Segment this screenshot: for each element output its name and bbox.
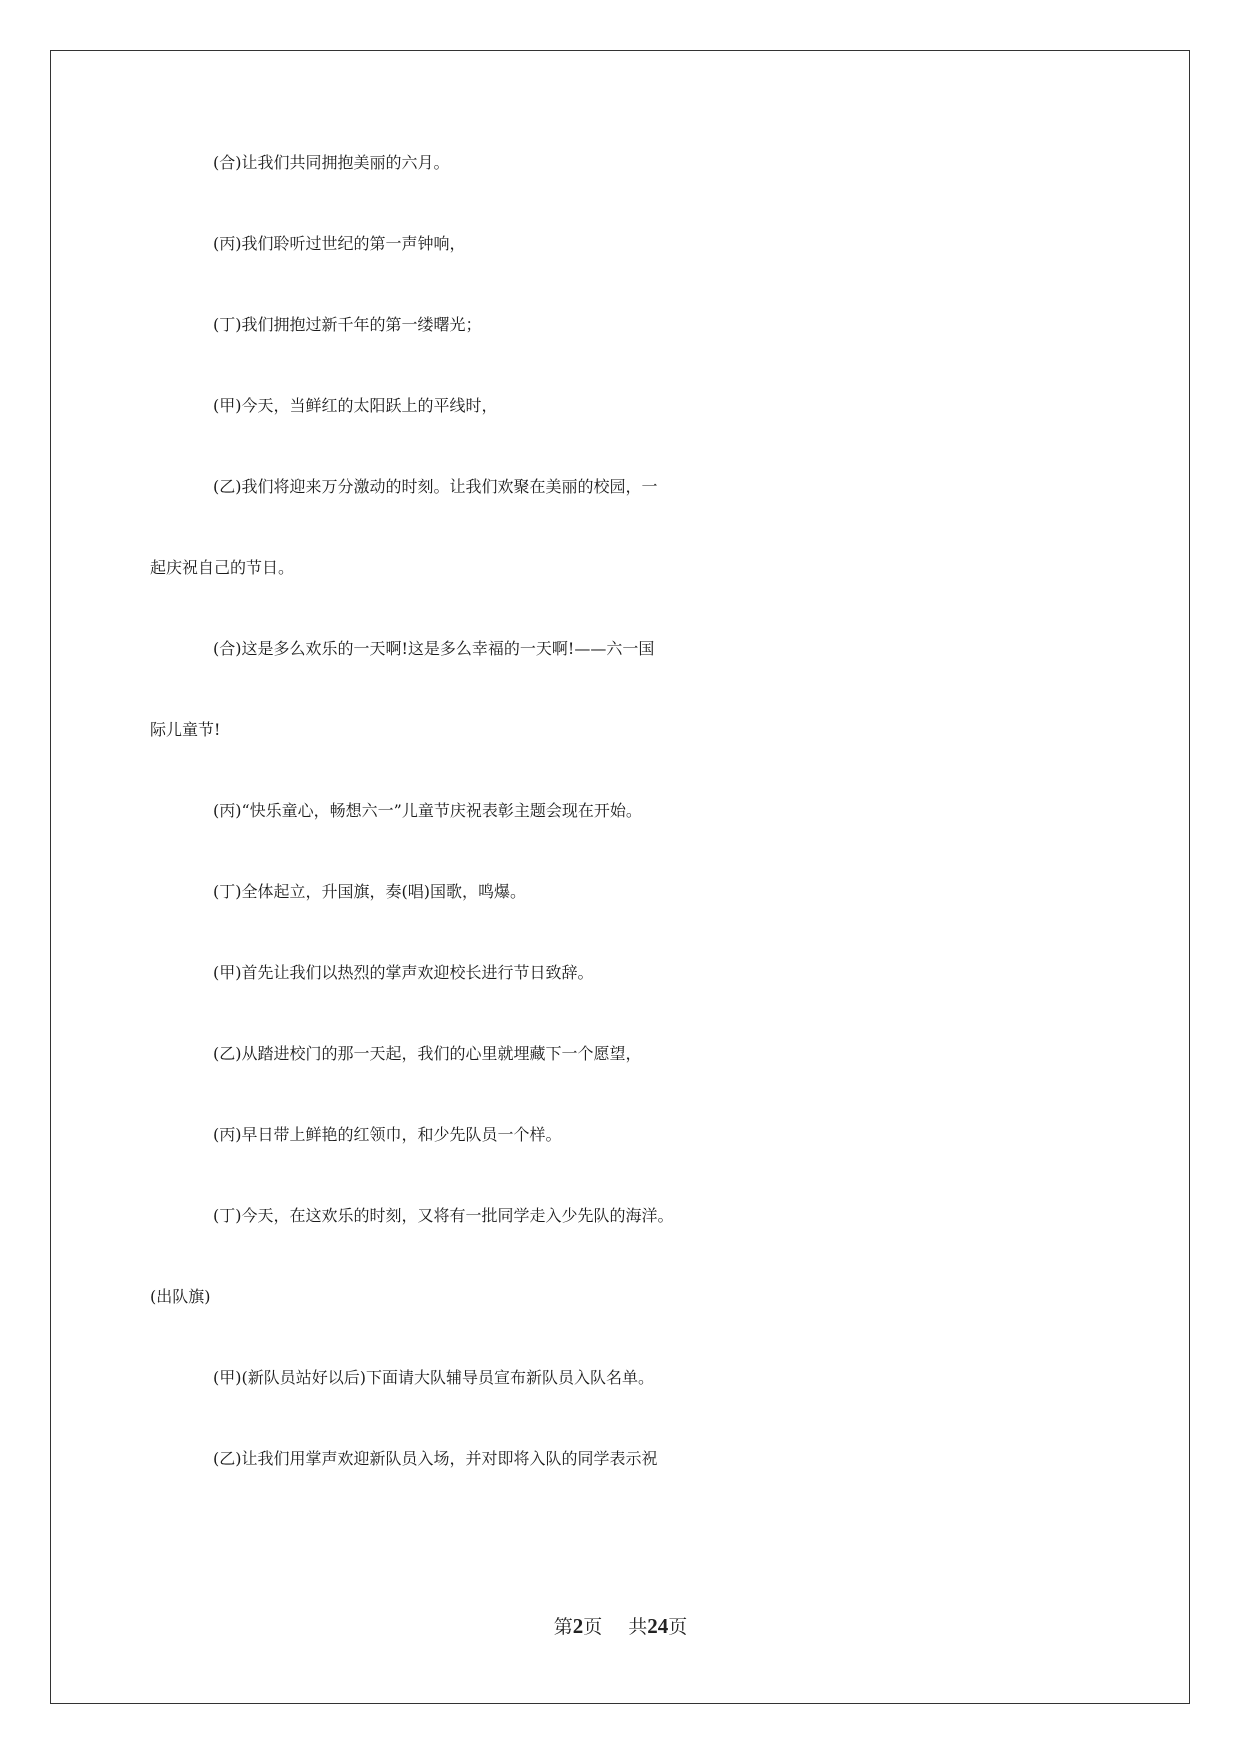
page-prefix: 第	[553, 1616, 573, 1638]
text-line: (丁)我们拥抱过新千年的第一缕曙光；	[213, 315, 482, 334]
text-line: (合)这是多么欢乐的一天啊!这是多么幸福的一天啊!——六一国	[213, 639, 655, 658]
text-line: (乙)我们将迎来万分激动的时刻。让我们欢聚在美丽的校园，一	[213, 477, 658, 496]
text-line: (合)让我们共同拥抱美丽的六月。	[213, 153, 450, 172]
page-footer	[0, 1612, 1241, 1639]
text-line: (丙)我们聆听过世纪的第一声钟响，	[213, 234, 466, 253]
text-line: (丙)早日带上鲜艳的红领巾，和少先队员一个样。	[213, 1125, 562, 1144]
text-line: (甲)(新队员站好以后)下面请大队辅导员宣布新队员入队名单。	[213, 1368, 654, 1387]
text-line: (出队旗)	[150, 1287, 211, 1306]
text-line: (丁)今天，在这欢乐的时刻，又将有一批同学走入少先队的海洋。	[213, 1206, 674, 1225]
text-line: (乙)让我们用掌声欢迎新队员入场，并对即将入队的同学表示祝	[213, 1449, 658, 1468]
document-body	[150, 150, 1090, 1527]
page-total: 24	[647, 1614, 669, 1638]
text-line: 际儿童节!	[150, 720, 221, 739]
text-line: (乙)从踏进校门的那一天起，我们的心里就埋藏下一个愿望，	[213, 1044, 642, 1063]
text-line: (甲)首先让我们以热烈的掌声欢迎校长进行节日致辞。	[213, 963, 594, 982]
text-line: (丁)全体起立，升国旗，奏(唱)国歌，鸣爆。	[213, 882, 526, 901]
page-current: 2	[572, 1614, 584, 1638]
text-line: (甲)今天，当鲜红的太阳跃上的平线时，	[213, 396, 498, 415]
page-suffix: 页	[583, 1616, 603, 1638]
total-suffix: 页	[668, 1616, 688, 1638]
text-line: 起庆祝自己的节日。	[150, 558, 295, 577]
total-prefix: 共	[628, 1616, 648, 1638]
text-line: (丙)“快乐童心，畅想六一”儿童节庆祝表彰主题会现在开始。	[213, 801, 642, 820]
